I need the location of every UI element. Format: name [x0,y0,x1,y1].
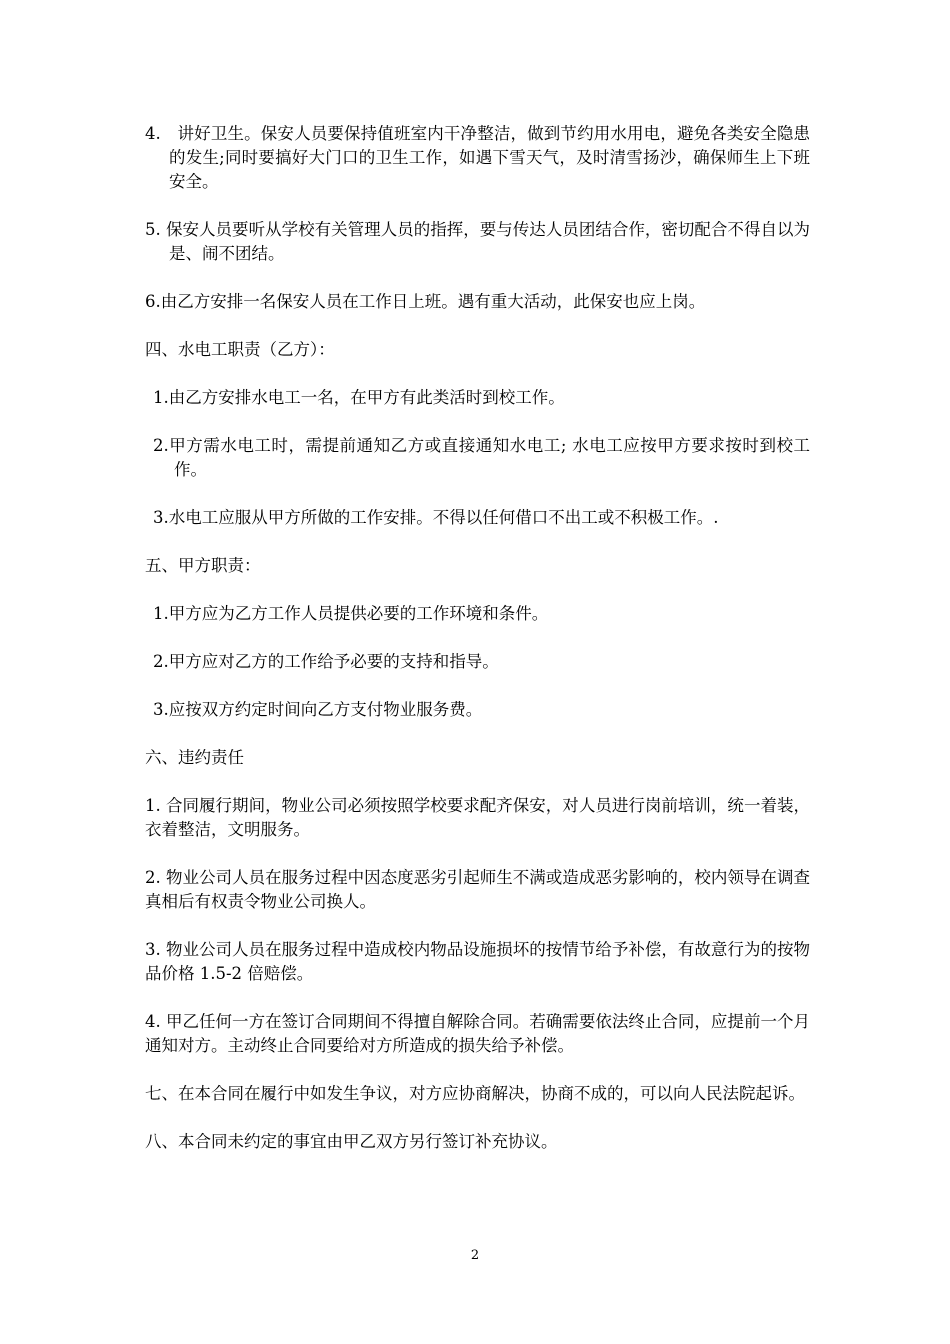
clause-party-a-1: 1.甲方应为乙方工作人员提供必要的工作环境和条件。 [153,604,549,623]
clause-breach-1: 1. 合同履行期间，物业公司必须按照学校要求配齐保安，对人员进行岗前培训，统一着装，衣着整洁，文明服务。 [145,796,810,839]
clause-breach-2: 2. 物业公司人员在服务过程中因态度恶劣引起师生不满或造成恶劣影响的，校内领导在调查真相后有权责令物业公司换人。 [145,868,810,911]
clause-electrician-2: 2.甲方需水电工时，需提前通知乙方或直接通知水电工; 水电工应按甲方要求按时到校工作。 [153,436,810,479]
section-heading-party-a: 五、甲方职责： [145,556,261,575]
document-body [145,122,810,1178]
clause-breach-3: 3. 物业公司人员在服务过程中造成校内物品设施损坏的按情节给予补偿，有故意行为的按物品价格 1.5-2 倍赔偿。 [145,940,810,983]
clause-electrician-3: 3.水电工应服从甲方所做的工作安排。不得以任何借口不出工或不积极工作。. [153,508,719,527]
clause-electrician-1: 1.由乙方安排水电工一名，在甲方有此类活时到校工作。 [153,388,565,407]
section-heading-breach: 六、违约责任 [145,748,244,767]
section-heading-electrician: 四、水电工职责（乙方）： [145,340,335,359]
section-supplement: 八、本合同未约定的事宜由甲乙双方另行签订补充协议。 [145,1132,558,1151]
clause-party-a-2: 2.甲方应对乙方的工作给予必要的支持和指导。 [153,652,499,671]
clause-security-obey: 5. 保安人员要听从学校有关管理人员的指挥，要与传达人员团结合作，密切配合不得自以为是、闹不团结。 [145,220,810,263]
clause-breach-4: 4. 甲乙任何一方在签订合同期间不得擅自解除合同。若确需要依法终止合同，应提前一个月通知对方。主动终止合同要给对方所造成的损失给予补偿。 [145,1012,810,1055]
section-dispute: 七、在本合同在履行中如发生争议，对方应协商解决，协商不成的，可以向人民法院起诉。 [145,1084,805,1103]
page-number: 2 [470,1248,480,1263]
clause-security-hygiene: 4. 讲好卫生。保安人员要保持值班室内干净整洁，做到节约用水用电，避免各类安全隐患的发生;同时要搞好大门口的卫生工作，如遇下雪天气，及时清雪扬沙，确保师生上下班安全。 [145,124,810,191]
clause-party-a-3: 3.应按双方约定时间向乙方支付物业服务费。 [153,700,483,719]
clause-security-workday: 6.由乙方安排一名保安人员在工作日上班。遇有重大活动，此保安也应上岗。 [145,292,706,311]
